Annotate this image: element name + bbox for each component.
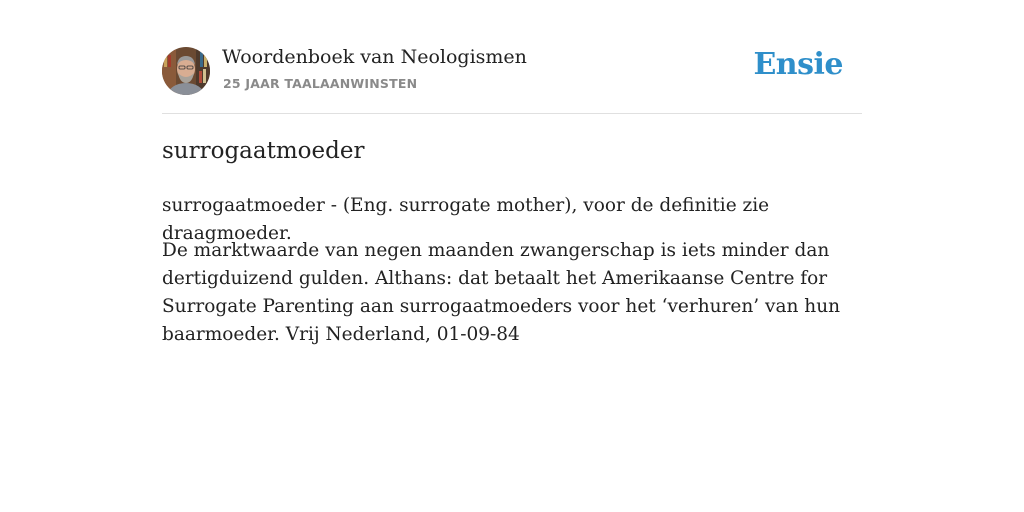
entry-definition: surrogaatmoeder - (Eng. surrogate mother), voor de definitie zie draagmoeder. — [162, 195, 770, 244]
author-avatar[interactable] — [162, 47, 210, 95]
site-title[interactable]: Woordenboek van Neologismen — [222, 46, 527, 68]
entry-quote: De marktwaarde van negen maanden zwangerschap is iets minder dan dertigduizend gulden. Althans: dat betaalt het Amerikaanse Centre for Surrogate Parenting aan surrogaatmoeders voor het ‘verhuren’ van hun baarmoeder. Vrij Nederland, 01-09-84 — [162, 240, 841, 345]
entry-title: surrogaatmoeder — [162, 138, 365, 164]
site-subtitle: 25 JAAR TAALAANWINSTEN — [223, 76, 418, 91]
site-header — [162, 0, 862, 114]
ensie-logo-link[interactable]: Ensie — [753, 47, 843, 82]
author-portrait-icon — [162, 47, 210, 95]
page-container — [162, 0, 862, 345]
